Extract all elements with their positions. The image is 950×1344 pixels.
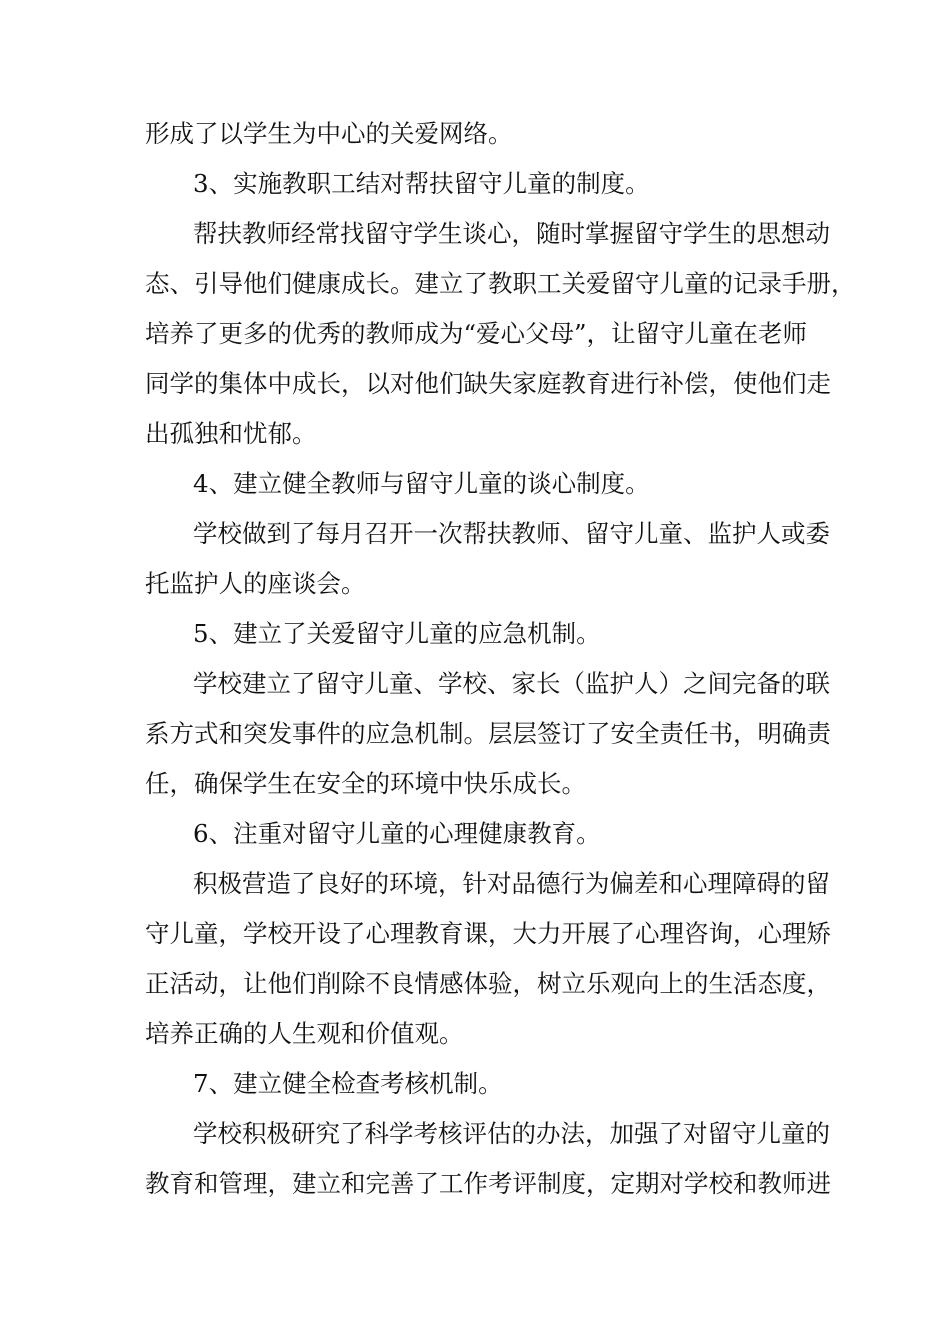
- paragraph-line: 培养了更多的优秀的教师成为“爱心父母”，让留守儿童在老师: [145, 319, 808, 348]
- section-heading: 3、实施教职工结对帮扶留守儿童的制度。: [193, 169, 650, 198]
- paragraph-line: 学校建立了留守儿童、学校、家长（监护人）之间完备的联: [193, 669, 830, 698]
- section-heading: 5、建立了关爱留守儿童的应急机制。: [193, 619, 601, 648]
- paragraph-line: 正活动，让他们削除不良情感体验，树立乐观向上的生活态度，: [145, 969, 831, 998]
- section-heading: 6、注重对留守儿童的心理健康教育。: [193, 819, 601, 848]
- paragraph-line: 任，确保学生在安全的环境中快乐成长。: [145, 769, 586, 798]
- paragraph-line: 系方式和突发事件的应急机制。层层签订了安全责任书，明确责: [145, 719, 831, 748]
- paragraph-line: 学校做到了每月召开一次帮扶教师、留守儿童、监护人或委: [193, 519, 830, 548]
- paragraph-line: 学校积极研究了科学考核评估的办法，加强了对留守儿童的: [193, 1119, 830, 1148]
- paragraph-line: 出孤独和忧郁。: [145, 419, 317, 448]
- paragraph-line: 帮扶教师经常找留守学生谈心，随时掌握留守学生的思想动: [193, 219, 830, 248]
- section-heading: 4、建立健全教师与留守儿童的谈心制度。: [193, 469, 650, 498]
- paragraph-line: 守儿童，学校开设了心理教育课，大力开展了心理咨询，心理矫: [145, 919, 831, 948]
- paragraph-line: 积极营造了良好的环境，针对品德行为偏差和心理障碍的留: [193, 869, 830, 898]
- section-heading: 7、建立健全检查考核机制。: [193, 1069, 503, 1098]
- paragraph-line: 态、引导他们健康成长。建立了教职工关爱留守儿童的记录手册，: [145, 269, 856, 298]
- paragraph-line: 教育和管理，建立和完善了工作考评制度，定期对学校和教师进: [145, 1169, 831, 1198]
- paragraph-line: 托监护人的座谈会。: [145, 569, 366, 598]
- paragraph-line: 形成了以学生为中心的关爱网络。: [145, 119, 513, 148]
- paragraph-line: 培养正确的人生观和价值观。: [145, 1019, 464, 1048]
- paragraph-line: 同学的集体中成长，以对他们缺失家庭教育进行补偿，使他们走: [145, 369, 831, 398]
